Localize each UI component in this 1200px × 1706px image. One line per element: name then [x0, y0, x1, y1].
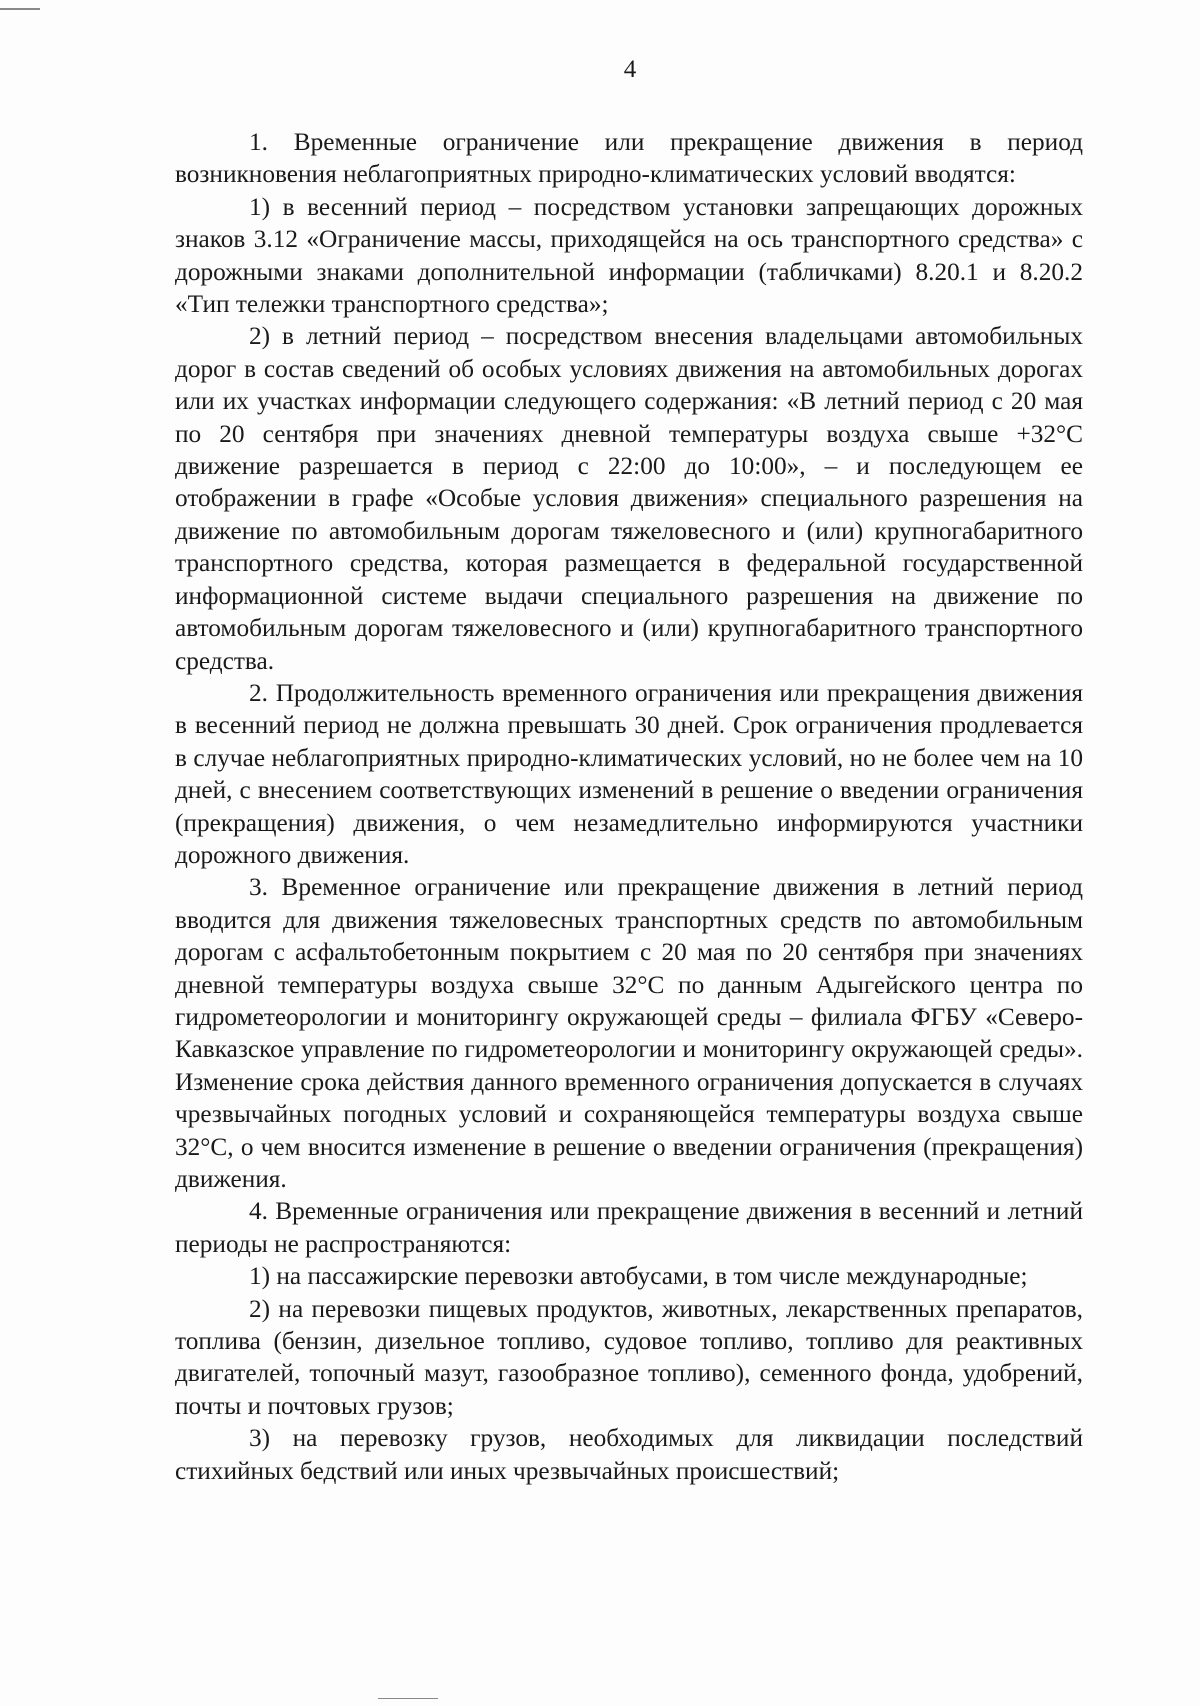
paragraph-1: 1. Временные ограничение или прекращение движения в период возникновения неблагоприятных природно-климатических условий вводятся:	[175, 128, 1083, 189]
scan-artifact-top-left	[0, 8, 40, 10]
paragraph-4-item-1: 1) на пассажирские перевозки автобусами, в том числе международные;	[249, 1262, 1028, 1291]
paragraph-1-item-1: 1) в весенний период – посредством установки запрещающих дорожных знаков 3.12 «Ограничение массы, приходящейся на ось транспортного средства» с дорожными знаками дополнительной информации (табличками) 8.20.1 и 8.20.2 «Тип тележки транспортного средства»;	[175, 192, 1083, 319]
paragraph-4-item-3: 3) на перевозку грузов, необходимых для ликвидации последствий стихийных бедствий или иных чрезвычайных происшествий;	[175, 1424, 1083, 1485]
paragraph-2: 2. Продолжительность временного ограничения или прекращения движения в весенний период не должна превышать 30 дней. Срок ограничения продлевается в случае неблагоприятных природно-климатических условий, но не более чем на 10 дней, с внесением соответствующих изменений в решение о введении ограничения (прекращения) движения, о чем незамедлительно информируются участники дорожного движения.	[175, 678, 1083, 869]
paragraph-3: 3. Временное ограничение или прекращение движения в летний период вводится для движения тяжеловесных транспортных средств по автомобильным дорогам с асфальтобетонным покрытием с 20 мая по 20 сентября при значениях дневной температуры воздуха свыше 32°С по данным Адыгейского центра по гидрометеорологии и мониторингу окружающей среды – филиала ФГБУ «Северо-Кавказское управление по гидрометеорологии и мониторингу окружающей среды». Изменение срока действия данного временного ограничения допускается в случаях чрезвычайных погодных условий и сохраняющейся температуры воздуха свыше 32°С, о чем вносится изменение в решение о введении ограничения (прекращения) движения.	[175, 873, 1083, 1193]
document-body	[175, 126, 1083, 1487]
paragraph-4-item-2: 2) на перевозки пищевых продуктов, животных, лекарственных препаратов, топлива (бензин, дизельное топливо, судовое топливо, топливо для реактивных двигателей, топочный мазут, газообразное топливо), семенного фонда, удобрений, почты и почтовых грузов;	[175, 1294, 1083, 1420]
paragraph-1-item-2: 2) в летний период – посредством внесения владельцами автомобильных дорог в состав сведений об особых условиях движения на автомобильных дорогах или их участках информации следующего содержания: «В летний период с 20 мая по 20 сентября при значениях дневной температуры воздуха свыше +32°С движение разрешается в период с 22:00 до 10:00», – и последующем ее отображении в графе «Особые условия движения» специального разрешения на движение по автомобильным дорогам тяжеловесного и (или) крупногабаритного транспортного средства, которая размещается в федеральной государственной информационной системе выдачи специального разрешения на движение по автомобильным дорогам тяжеловесного и (или) крупногабаритного транспортного средства.	[175, 322, 1083, 675]
paragraph-4: 4. Временные ограничения или прекращение движения в весенний и летний периоды не распространяются:	[175, 1197, 1083, 1258]
scan-artifact-bottom	[378, 1698, 438, 1699]
page-number: 4	[623, 56, 637, 83]
